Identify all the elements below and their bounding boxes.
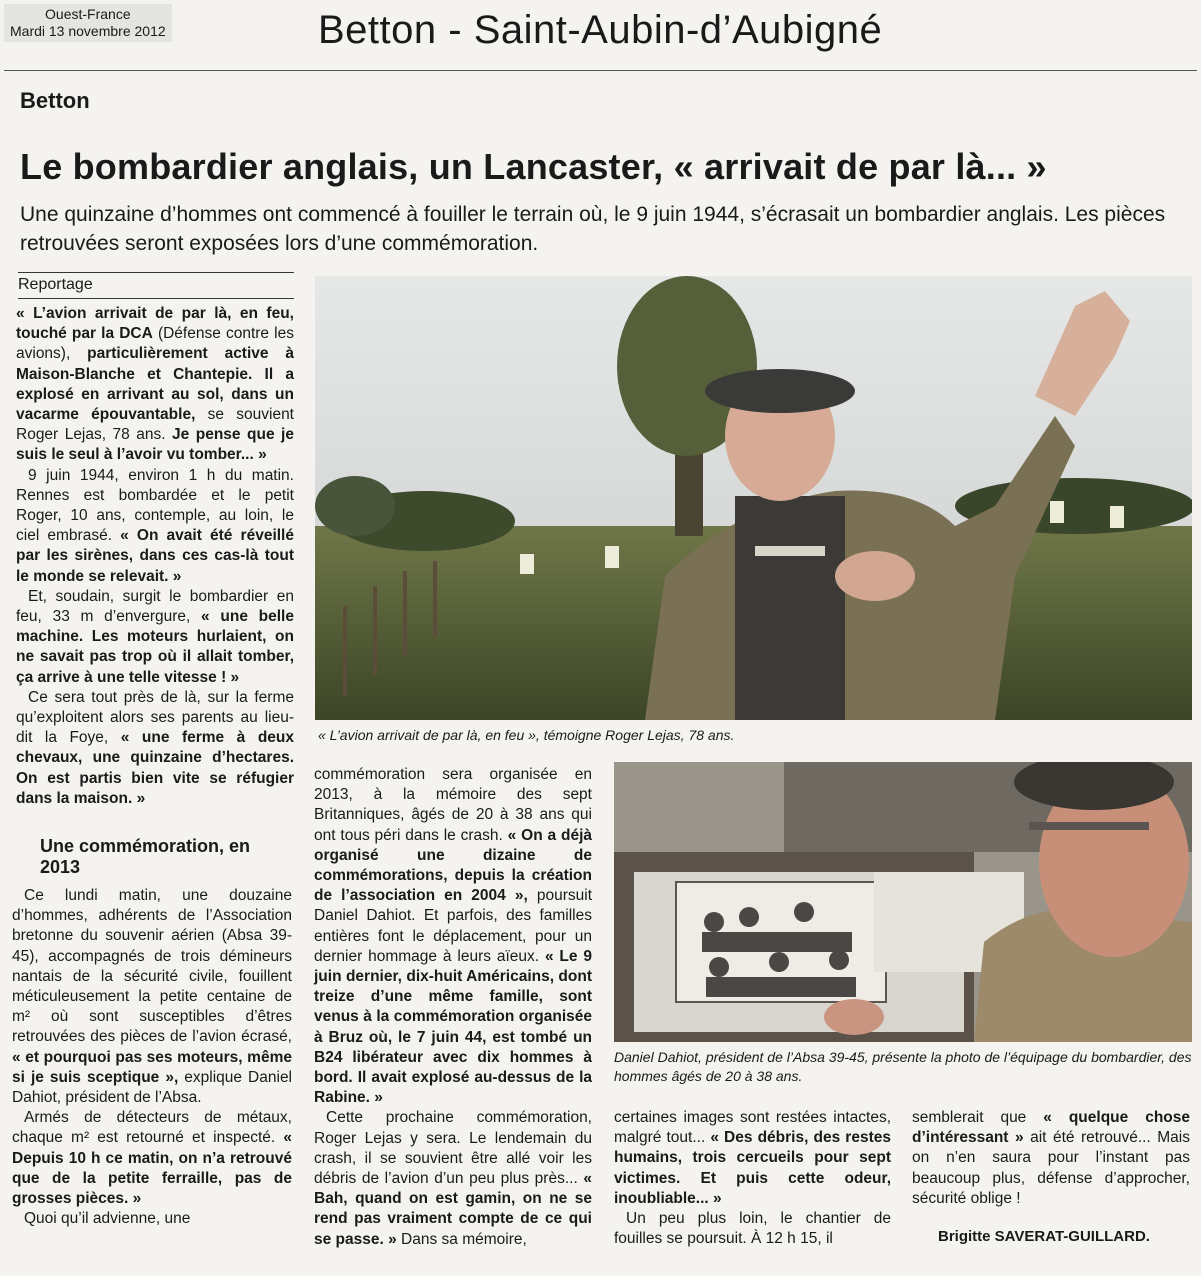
quote-text: « On a déjà organisé une dizaine de commémorations, depuis la création de l’association en 2004 », [314, 826, 592, 905]
body-text: Cette prochaine commémoration, Roger Lejas y sera. Le lendemain du crash, il se souvient être allé voir les débris de l’avion d’un peu plus près... [314, 1109, 592, 1188]
paragraph [314, 765, 592, 1108]
body-text: Dans sa mémoire, [396, 1230, 527, 1248]
body-text: semblerait que [912, 1109, 1044, 1126]
body-text: Quoi qu’il advienne, une [24, 1210, 191, 1228]
quote-text: « et pourquoi pas ses moteurs, même si je suis sceptique », [12, 1048, 292, 1086]
newspaper-name: Ouest-France [45, 6, 131, 22]
quote-text: « L’avion arrivait de par là, en feu, touché par la DCA [16, 305, 294, 343]
body-text: Et, soudain, surgit le bombardier en feu, 33 m d’envergure, [16, 587, 294, 626]
body-text: Ce sera tout près de là, sur la ferme qu’exploitent alors ses parents au lieu-dit la Foye, [16, 688, 294, 747]
body-text: explique Daniel Dahiot, président de l’Absa. [12, 1068, 293, 1107]
kicker: Betton [20, 88, 90, 113]
header-rule [4, 70, 1197, 71]
section-title: Betton - Saint-Aubin-d’Aubigné [318, 8, 883, 52]
deck: Une quinzaine d’hommes ont commencé à fouiller le terrain où, le 9 juin 1944, s’écrasait un bombardier anglais. Les pièces retrouvées seront exposées lors d’une commémoration. [20, 203, 1166, 255]
photo-roger-lejas [315, 276, 1192, 720]
body-text: Un peu plus loin, le chantier de fouilles se poursuit. À 12 h 15, il [614, 1210, 891, 1248]
quote-text: particulièrement active à Maison-Blanche et Chantepie. Il a explosé en arrivant au sol, dans un vacarme épouvantable, [16, 345, 294, 424]
body-text: ait été retrouvé... Mais on n’en saura pour l’instant pas beaucoup plus, défense d’approcher, sécurité oblige ! [912, 1129, 1190, 1207]
body-text: certaines images sont restées intactes, malgré tout... [614, 1109, 891, 1147]
quote-text: « une belle machine. Les moteurs hurlaient, on ne savait pas trop où il allait tomber, ça arrive à une telle vitesse ! » [16, 608, 294, 686]
body-text: (Défense contre les avions), [16, 325, 294, 363]
body-text: Armés de détecteurs de métaux, chaque m² est retourné et inspecté. [12, 1109, 292, 1147]
subhead: Une commémoration, en 2013 [40, 836, 251, 877]
column-3 [614, 1108, 891, 1249]
column-1-bottom [12, 886, 292, 1229]
quote-text: Je pense que je suis le seul à l’avoir vu tomber... » [16, 426, 294, 464]
paragraph [16, 688, 294, 809]
photo-daniel-dahiot-image [614, 762, 1192, 1042]
headline: Le bombardier anglais, un Lancaster, « arrivait de par là... » [20, 146, 1047, 187]
body-text: poursuit Daniel Dahiot. Et parfois, des familles entières font le déplacement, pour un dernier hommage à leurs aïeux. [314, 887, 592, 965]
column-2 [314, 765, 592, 1250]
caption-photo-2: Daniel Dahiot, président de l’Absa 39-45, présente la photo de l’équipage du bombardier, des hommes âgés de 20 à 38 ans. [614, 1049, 1192, 1084]
byline: Brigitte SAVERAT-GUILLARD. [938, 1228, 1150, 1245]
body-text: Ce lundi matin, une douzaine d’hommes, adhérents de l’Association bretonne du souvenir aérien (Absa 39-45), accompagnés de trois démineurs nantais de la sécurité civile, fouillent méticuleusement la petite centaine de m² où sont susceptibles d’êtres retrouvées des pièces de l’avion écrasé, [12, 887, 292, 1046]
photo-daniel-dahiot [614, 762, 1192, 1042]
paragraph [12, 1209, 292, 1229]
rubric-label: Reportage [18, 272, 294, 299]
paragraph [12, 1108, 292, 1209]
paragraph [16, 466, 294, 587]
paragraph [16, 587, 294, 688]
column-4 [912, 1108, 1190, 1209]
paragraph [614, 1209, 891, 1249]
quote-text: « quelque chose d’intéressant » [912, 1109, 1190, 1147]
body-text: commémoration sera organisée en 2013, à la mémoire des sept Britanniques, âgés de 20 à 38 ans qui ont tous péri dans le crash. [314, 766, 592, 844]
column-1-top [16, 304, 294, 809]
paragraph [912, 1108, 1190, 1209]
quote-text: « une ferme à deux chevaux, une quinzaine d’hectares. On est partis bien vite se réfugier dans la maison. » [16, 729, 294, 807]
quote-text: « Depuis 10 h ce matin, on n’a retrouvé que de la petite ferraille, pas de grosses pièces. » [12, 1129, 292, 1208]
newspaper-source [4, 4, 172, 42]
quote-text: « Bah, quand on est gamin, on ne se rend pas vraiment compte de ce qui se passe. » [314, 1170, 592, 1248]
paragraph [16, 304, 294, 466]
photo-roger-lejas-image [315, 276, 1192, 720]
paragraph [314, 1108, 592, 1249]
quote-text: « On avait été réveillé par les sirènes, dans ces cas-là tout le monde se relevait. » [16, 527, 294, 585]
publication-date: Mardi 13 novembre 2012 [10, 23, 166, 39]
paragraph [12, 886, 292, 1108]
caption-photo-1: « L’avion arrivait de par là, en feu », témoigne Roger Lejas, 78 ans. [318, 727, 735, 743]
paragraph [614, 1108, 891, 1209]
quote-text: « Le 9 juin dernier, dix-huit Américains, dont treize d’une même famille, sont venus à la commémoration organisée à Bruz où, le 7 juin 44, est tombé un B24 libérateur avec dix hommes à bord. Il avait explosé au-dessus de la Rabine. » [314, 947, 592, 1107]
body-text: se souvient Roger Lejas, 78 ans. [16, 406, 294, 444]
body-text: 9 juin 1944, environ 1 h du matin. Rennes est bombardée et le petit Roger, 10 ans, contemple, au loin, le ciel embrasé. [16, 466, 294, 545]
quote-text: « Des débris, des restes humains, trois cercueils pour sept victimes. Et puis cette odeur, inoubliable... » [614, 1129, 891, 1207]
